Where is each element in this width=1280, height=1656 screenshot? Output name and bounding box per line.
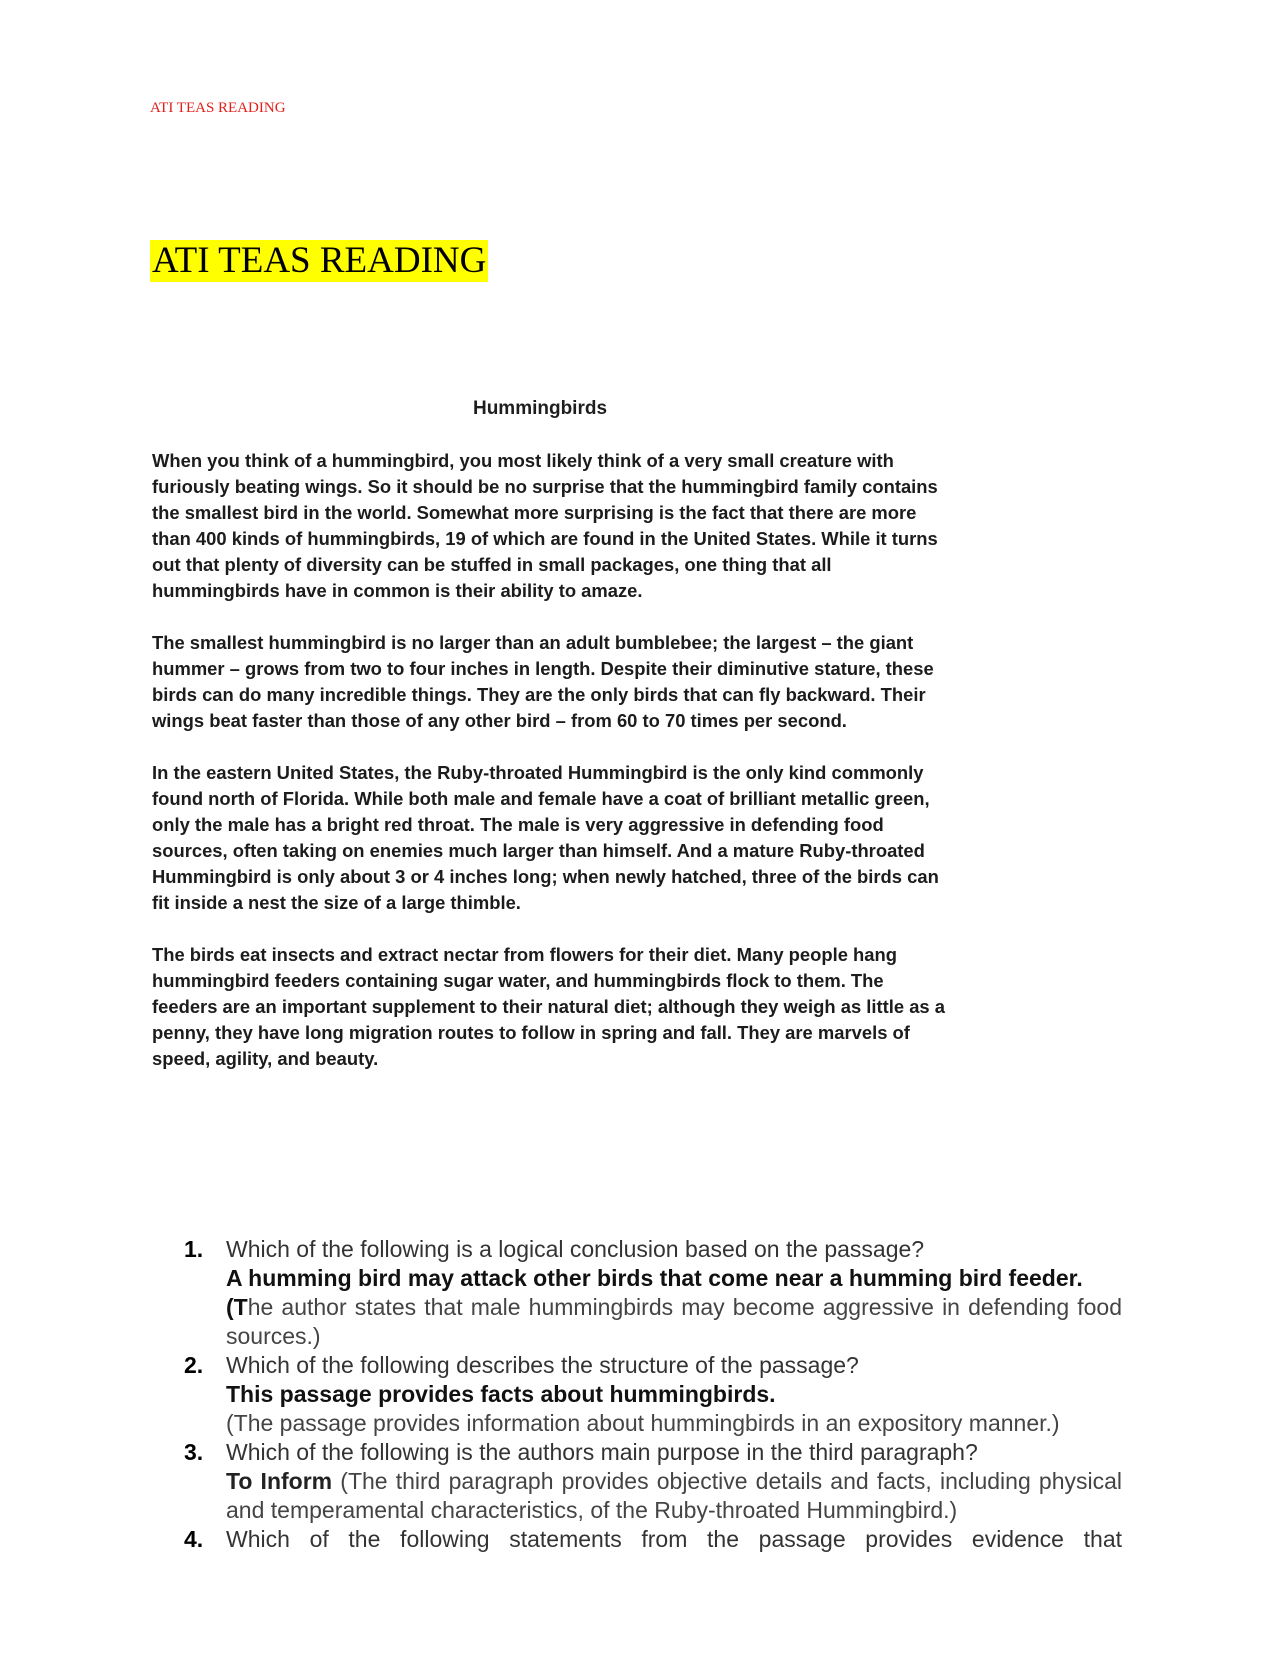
explanation-open: (T xyxy=(226,1294,248,1320)
passage-body xyxy=(152,448,952,1098)
passage-paragraph: When you think of a hummingbird, you most likely think of a very small creature with furiously beating wings. So it should be no surprise that the hummingbird family contains the smallest bird in the world. Somewhat more surprising is the fact that there are more than 400 kinds of hummingbirds, 19 of which are found in the United States. While it turns out that plenty of diversity can be stuffed in small packages, one thing that all hummingbirds have in common is their ability to amaze. xyxy=(152,450,938,601)
question-number: 2. xyxy=(184,1352,204,1378)
question-text: Which of the following is the authors main purpose in the third paragraph? xyxy=(226,1439,978,1465)
explanation-rest: he author states that male hummingbirds may become aggressive in defending food sources.) xyxy=(226,1294,1122,1349)
passage-paragraph: The birds eat insects and extract nectar from flowers for their diet. Many people hang hummingbird feeders containing sugar water, and hummingbirds flock to them. The feeders are an important supplement to their natural diet; although they weigh as little as a penny, they have long migration routes to follow in spring and fall. They are marvels of speed, agility, and beauty. xyxy=(152,944,945,1069)
question-item xyxy=(184,1235,1122,1351)
answer-text: To Inform xyxy=(226,1468,333,1494)
question-item xyxy=(184,1351,1122,1438)
passage-title: Hummingbirds xyxy=(472,398,608,419)
question-item xyxy=(184,1438,1122,1525)
question-number: 1. xyxy=(184,1236,204,1262)
explanation-text: (The third paragraph provides objective details and facts, including physical and temperamental characteristics, of the Ruby-throated Hummingbird.) xyxy=(226,1468,1123,1523)
question-number: 3. xyxy=(184,1439,204,1465)
question-text: Which of the following describes the structure of the passage? xyxy=(226,1352,859,1378)
question-item xyxy=(184,1525,1122,1554)
explanation-text: (The passage provides information about hummingbirds in an expository manner.) xyxy=(226,1410,1060,1436)
explanation-text xyxy=(226,1293,1122,1351)
answer-with-explanation xyxy=(226,1467,1122,1525)
question-text: Which of the following statements from the passage provides evidence that xyxy=(226,1526,1122,1552)
question-list xyxy=(184,1235,1122,1554)
question-number: 4. xyxy=(184,1526,204,1552)
running-header: ATI TEAS READING xyxy=(150,100,286,116)
question-text: Which of the following is a logical conclusion based on the passage? xyxy=(226,1236,925,1262)
answer-text: This passage provides facts about hummingbirds. xyxy=(226,1381,776,1407)
passage-paragraph: The smallest hummingbird is no larger than an adult bumblebee; the largest – the giant hummer – grows from two to four inches in length. Despite their diminutive stature, these birds can do many incredible things. They are the only birds that can fly backward. Their wings beat faster than those of any other bird – from 60 to 70 times per second. xyxy=(152,632,934,731)
answer-text: A humming bird may attack other birds that come near a humming bird feeder. xyxy=(226,1265,1083,1291)
passage-paragraph: In the eastern United States, the Ruby-throated Hummingbird is the only kind commonly found north of Florida. While both male and female have a coat of brilliant metallic green, only the male has a bright red throat. The male is very aggressive in defending food sources, often taking on enemies much larger than himself. And a mature Ruby-throated Hummingbird is only about 3 or 4 inches long; when newly hatched, three of the birds can fit inside a nest the size of a large thimble. xyxy=(152,762,939,913)
document-title: ATI TEAS READING xyxy=(152,240,487,281)
